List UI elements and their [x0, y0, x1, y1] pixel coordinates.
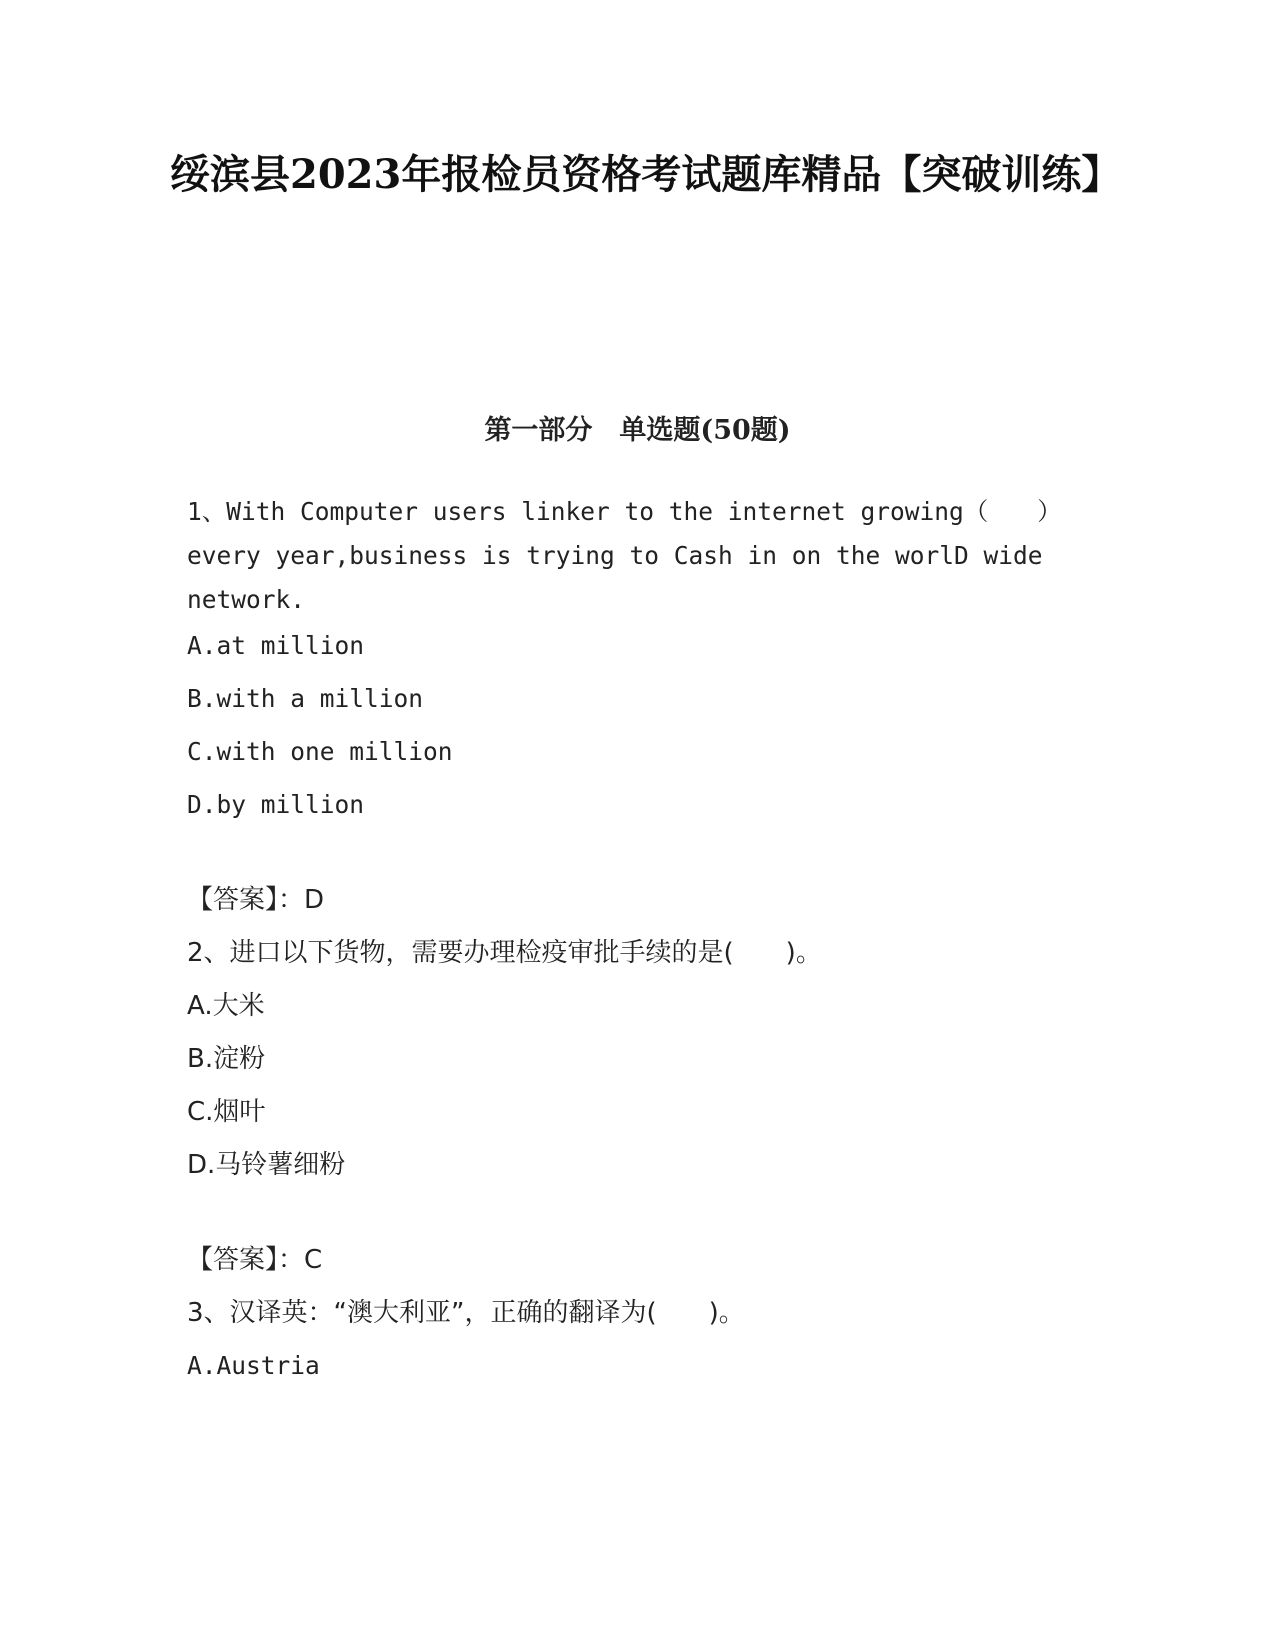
question-1-text: 1、With Computer users linker to the internet growing（ ）every year,business is trying to Cash in on the worlD wide network.: [187, 497, 1062, 614]
question-2-option-d: D.马铃薯细粉: [187, 1150, 346, 1180]
section-heading: 第一部分 单选题(50题): [484, 415, 791, 446]
question-3-text: 3、汉译英：“澳大利亚”，正确的翻译为( )。: [187, 1298, 745, 1328]
question-2-answer: 【答案】：C: [187, 1245, 323, 1275]
question-2-option-a: A.大米: [187, 991, 265, 1021]
question-2-option-b: B.淀粉: [187, 1044, 266, 1074]
question-2-text: 2、进口以下货物，需要办理检疫审批手续的是( )。: [187, 938, 822, 968]
question-1-option-c: C.with one million: [187, 737, 453, 766]
question-1-answer: 【答案】：D: [187, 885, 325, 915]
question-1-option-b: B.with a million: [187, 684, 424, 713]
question-2-option-c: C.烟叶: [187, 1097, 266, 1127]
document-title: 绥滨县2023年报检员资格考试题库精品【突破训练】: [170, 151, 1122, 198]
question-1-option-a: A.at million: [187, 631, 365, 660]
question-3-option-a: A.Austria: [187, 1351, 320, 1380]
question-1-option-d: D.by million: [187, 790, 365, 819]
